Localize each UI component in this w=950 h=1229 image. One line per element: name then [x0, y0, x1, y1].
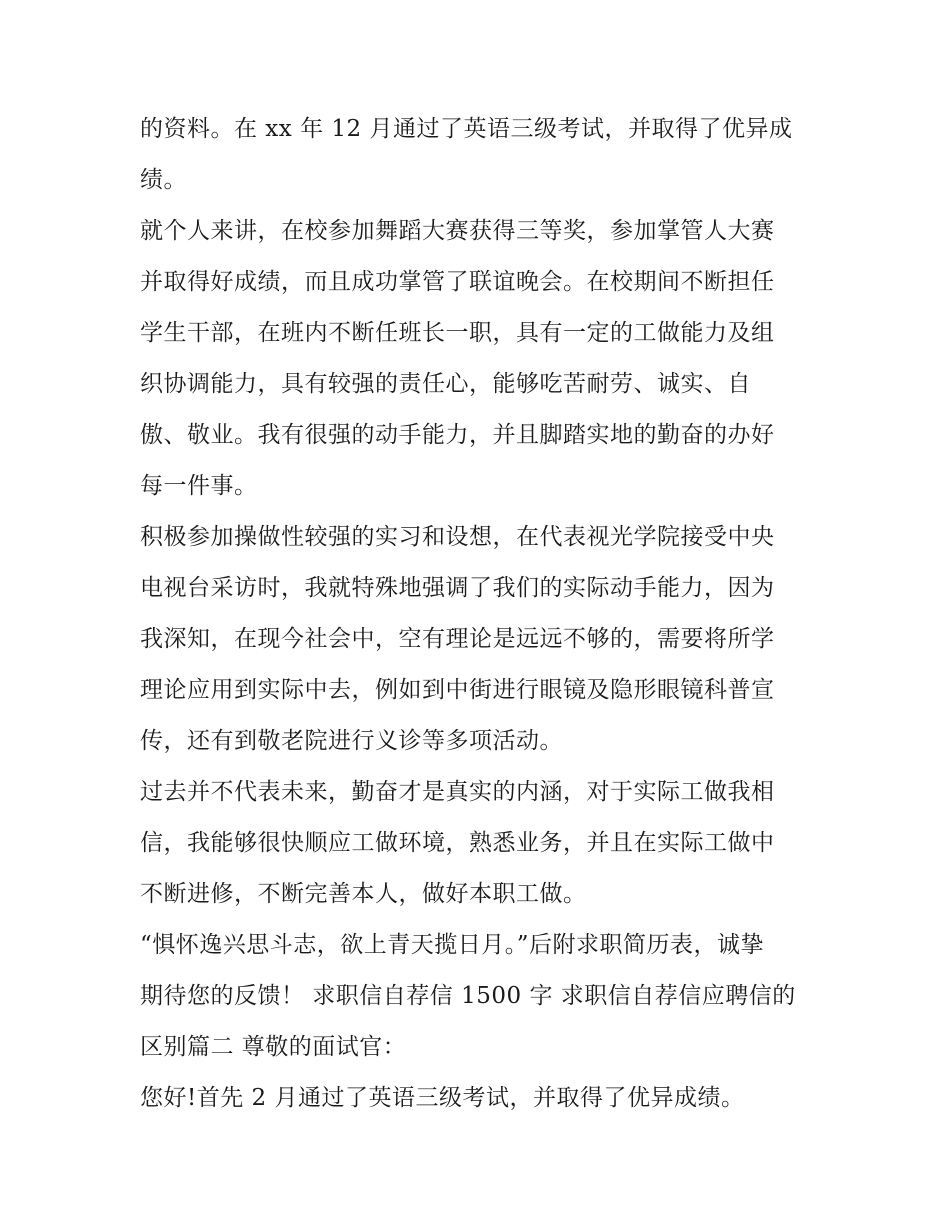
text-line: 我深知，在现今社会中，空有理论是远远不够的，需要将所学: [140, 626, 775, 652]
paragraph: [140, 512, 820, 767]
text-line: 就个人来讲，在校参加舞蹈大赛获得三等奖，参加掌管人大赛: [140, 218, 775, 244]
text-line: 每一件事。: [140, 473, 258, 499]
text-line: 傲、敬业。我有很强的动手能力，并且脚踏实地的勤奋的办好: [140, 422, 775, 448]
text-line: 绩。: [140, 167, 187, 193]
paragraph: [140, 1073, 820, 1124]
text-line: “惧怀逸兴思斗志，欲上青天揽日月。”后附求职简历表，诚挚: [140, 932, 765, 958]
text-line: 传，还有到敬老院进行义诊等多项活动。: [140, 728, 563, 754]
text-line: 不断进修，不断完善本人，做好本职工做。: [140, 881, 587, 907]
text-line: 积极参加操做性较强的实习和设想，在代表视光学院接受中央: [140, 524, 775, 550]
text-line: 信，我能够很快顺应工做环境，熟悉业务，并且在实际工做中: [140, 830, 775, 856]
document-body: [140, 104, 820, 1124]
paragraph: [140, 920, 820, 1073]
text-line: 过去并不代表未来，勤奋才是真实的内涵，对于实际工做我相: [140, 779, 775, 805]
paragraph: [140, 104, 820, 206]
text-line: 电视台采访时，我就特殊地强调了我们的实际动手能力，因为: [140, 575, 775, 601]
text-line: 并取得好成绩，而且成功掌管了联谊晚会。在校期间不断担任: [140, 269, 775, 295]
text-line: 学生干部，在班内不断任班长一职，具有一定的工做能力及组: [140, 320, 775, 346]
text-line: 区别篇二 尊敬的面试官：: [140, 1034, 407, 1060]
text-line: 期待您的反馈！ 求职信自荐信 1500 字 求职信自荐信应聘信的: [140, 983, 796, 1009]
text-line: 织协调能力，具有较强的责任心，能够吃苦耐劳、诚实、自: [140, 371, 751, 397]
paragraph: [140, 206, 820, 512]
text-line: 您好!首先 2 月通过了英语三级考试，并取得了优异成绩。: [140, 1085, 745, 1111]
text-line: 理论应用到实际中去，例如到中街进行眼镜及隐形眼镜科普宣: [140, 677, 775, 703]
text-line: 的资料。在 xx 年 12 月通过了英语三级考试，并取得了优异成: [140, 116, 793, 142]
paragraph: [140, 767, 820, 920]
